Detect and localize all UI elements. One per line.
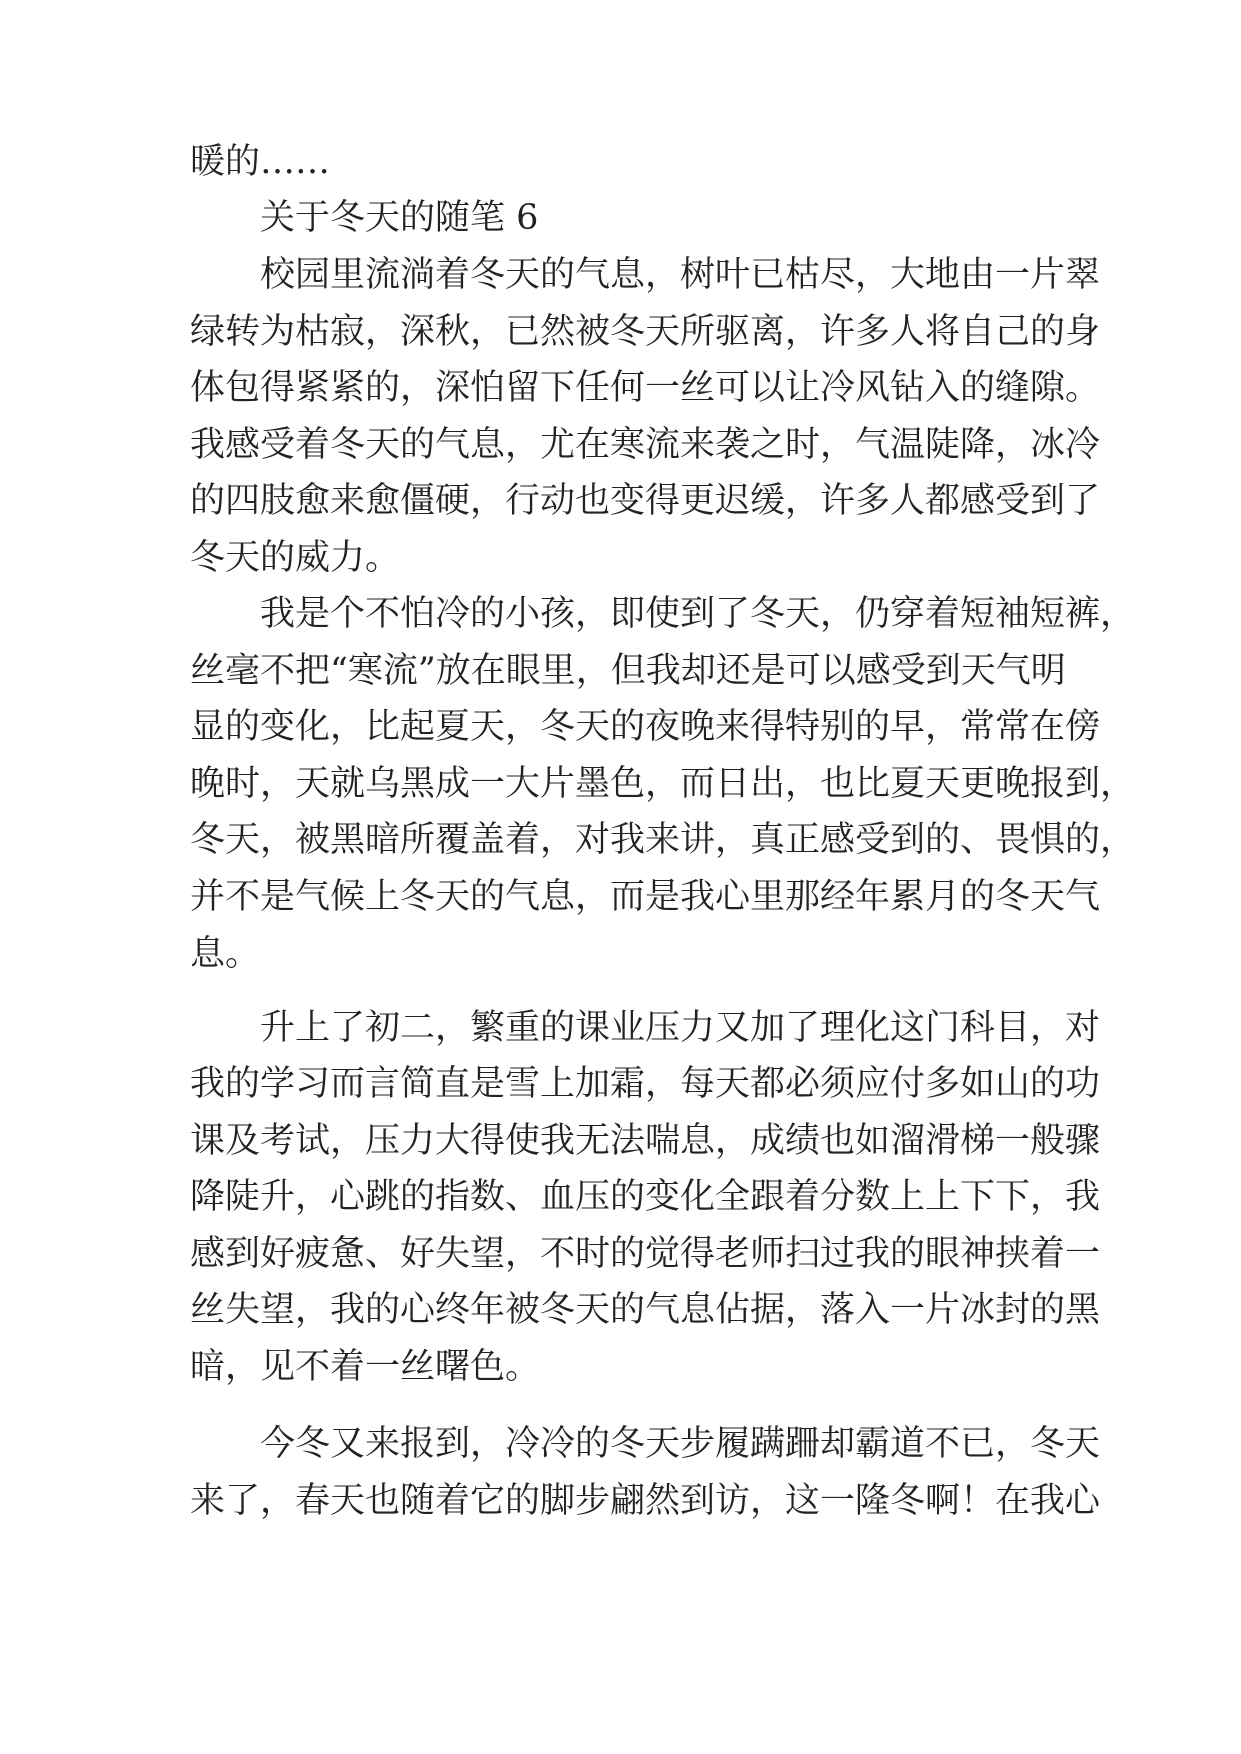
text-line: 课及考试，压力大得使我无法喘息，成绩也如溜滑梯一般骤 [190, 1121, 1101, 1161]
text-line: 暗，见不着一丝曙色。 [190, 1347, 541, 1387]
text-line: 丝失望，我的心终年被冬天的气息佔据，落入一片冰封的黑 [190, 1290, 1101, 1330]
section-heading: 关于冬天的随笔 6 [260, 198, 539, 238]
text-line: 我的学习而言简直是雪上加霜，每天都必须应付多如山的功 [190, 1064, 1101, 1104]
text-line: 冬天，被黑暗所覆盖着，对我来讲，真正感受到的、畏惧的， [190, 820, 1136, 860]
text-line: 升上了初二，繁重的课业压力又加了理化这门科目，对 [260, 1008, 1101, 1048]
text-line: 晚时，天就乌黑成一大片墨色，而日出，也比夏天更晚报到， [190, 764, 1136, 804]
text-line: 暖的…… [190, 142, 331, 182]
text-line: 体包得紧紧的，深怕留下任何一丝可以让冷风钻入的缝隙。 [190, 368, 1101, 408]
text-line: 我感受着冬天的气息，尤在寒流来袭之时，气温陡降，冰冷 [190, 425, 1101, 465]
text-line: 降陡升，心跳的指数、血压的变化全跟着分数上上下下，我 [190, 1177, 1101, 1217]
text-line: 来了，春天也随着它的脚步翩然到访，这一隆冬啊！在我心 [190, 1481, 1101, 1521]
text-line: 并不是气候上冬天的气息，而是我心里那经年累月的冬天气 [190, 877, 1101, 917]
text-line: 冬天的威力。 [190, 538, 401, 578]
text-line: 丝毫不把“寒流”放在眼里，但我却还是可以感受到天气明 [190, 651, 1066, 691]
text-line: 感到好疲惫、好失望，不时的觉得老师扫过我的眼神挟着一 [190, 1234, 1101, 1274]
text-line: 绿转为枯寂，深秋，已然被冬天所驱离，许多人将自己的身 [190, 312, 1101, 352]
text-line: 显的变化，比起夏天，冬天的夜晚来得特别的早，常常在傍 [190, 707, 1101, 747]
text-line: 今冬又来报到，冷冷的冬天步履蹒跚却霸道不已，冬天 [260, 1424, 1101, 1464]
text-line: 息。 [190, 934, 261, 974]
text-line: 校园里流淌着冬天的气息，树叶已枯尽，大地由一片翠 [260, 255, 1101, 295]
text-line: 的四肢愈来愈僵硬，行动也变得更迟缓，许多人都感受到了 [190, 481, 1101, 521]
text-line: 我是个不怕冷的小孩，即使到了冬天，仍穿着短袖短裤， [260, 594, 1136, 634]
